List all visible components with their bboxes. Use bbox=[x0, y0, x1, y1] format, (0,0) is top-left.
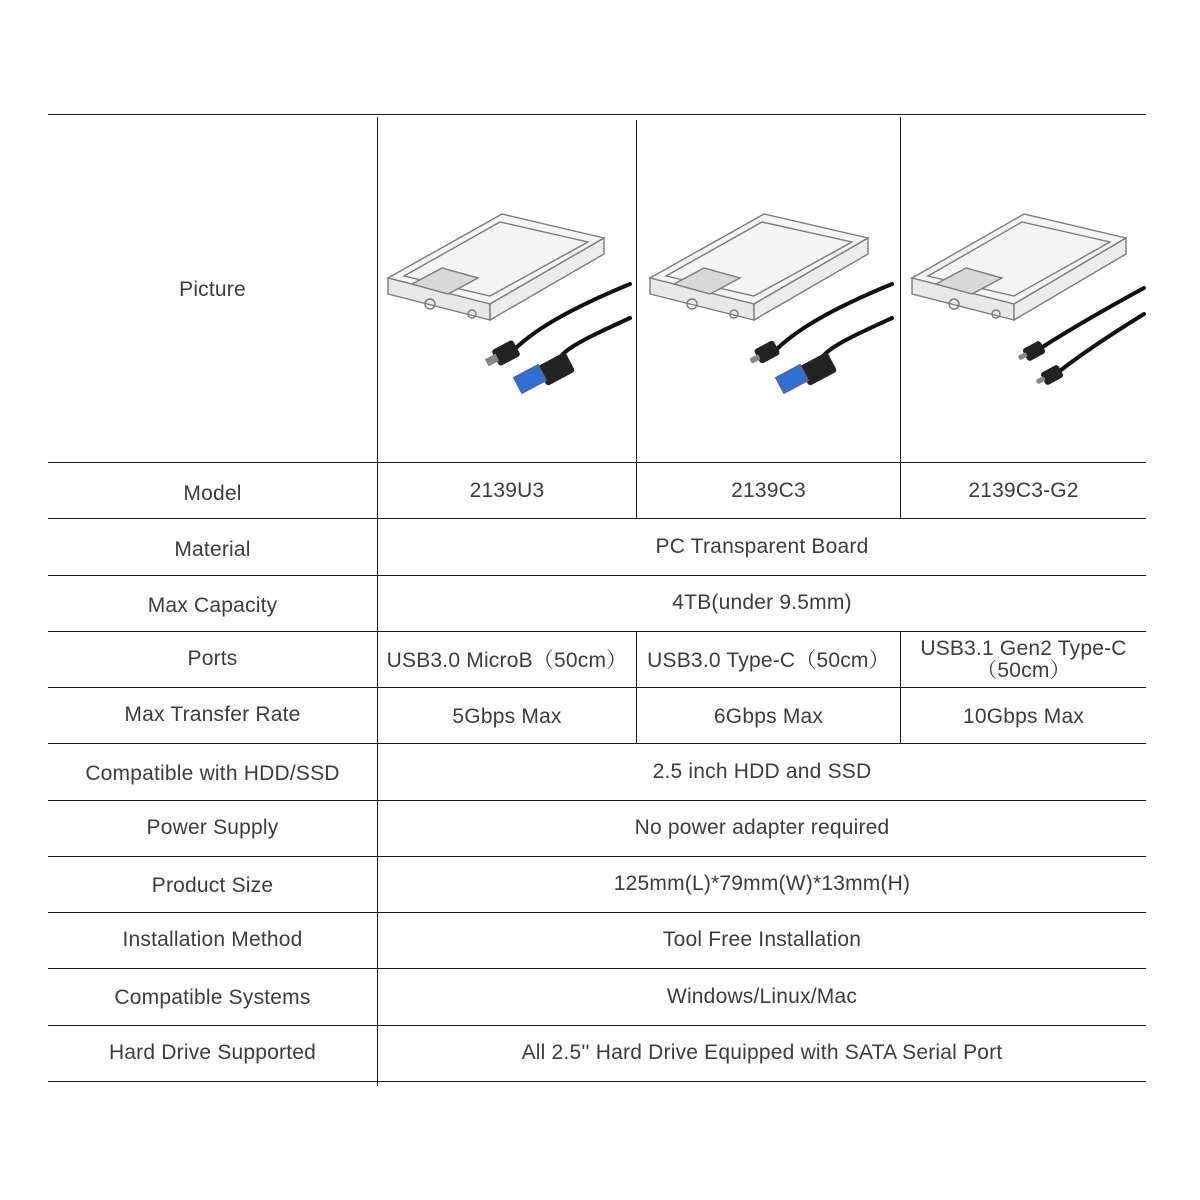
power-supply-value: No power adapter required bbox=[634, 815, 890, 839]
product-image-2139c3-g2 bbox=[906, 118, 1146, 462]
column-divider bbox=[636, 120, 637, 518]
max-capacity-label: Max Capacity bbox=[147, 593, 278, 617]
installation-method-value: Tool Free Installation bbox=[662, 927, 862, 951]
ports-2139c3-g2-line2: （50cm） bbox=[976, 659, 1071, 682]
compatible-systems-value: Windows/Linux/Mac bbox=[666, 984, 858, 1008]
hdd-enclosure-usb-typec-icon bbox=[642, 118, 894, 462]
model-label: Model bbox=[183, 481, 242, 505]
compatible-hdd-ssd-label: Compatible with HDD/SSD bbox=[85, 761, 340, 785]
ports-2139c3-g2 bbox=[901, 632, 1146, 688]
compatible-hdd-ssd-value: 2.5 inch HDD and SSD bbox=[652, 759, 872, 783]
ports-label: Ports bbox=[187, 646, 238, 670]
table-bottom-rule bbox=[48, 1081, 1146, 1082]
transfer-rate-2139c3-g2: 10Gbps Max bbox=[962, 704, 1085, 728]
installation-method-label: Installation Method bbox=[122, 927, 303, 951]
model-2139c3-g2: 2139C3-G2 bbox=[968, 478, 1079, 502]
material-value: PC Transparent Board bbox=[655, 534, 869, 558]
product-size-label: Product Size bbox=[151, 873, 274, 897]
ports-2139u3: USB3.0 MicroB（50cm） bbox=[386, 648, 628, 672]
max-transfer-rate-label: Max Transfer Rate bbox=[124, 702, 301, 726]
hard-drive-supported-label: Hard Drive Supported bbox=[108, 1040, 317, 1064]
model-2139u3: 2139U3 bbox=[469, 478, 545, 502]
product-image-2139u3 bbox=[382, 118, 632, 462]
hdd-enclosure-typec-typec-icon bbox=[906, 118, 1146, 462]
compatible-systems-label: Compatible Systems bbox=[114, 985, 311, 1009]
power-supply-label: Power Supply bbox=[146, 815, 279, 839]
product-size-value: 125mm(L)*79mm(W)*13mm(H) bbox=[613, 871, 911, 895]
picture-label: Picture bbox=[179, 277, 246, 301]
max-capacity-value: 4TB(under 9.5mm) bbox=[672, 590, 852, 614]
product-image-2139c3 bbox=[642, 118, 894, 462]
hard-drive-supported-value: All 2.5'' Hard Drive Equipped with SATA Serial Port bbox=[521, 1040, 1003, 1064]
transfer-rate-2139u3: 5Gbps Max bbox=[452, 704, 562, 728]
column-divider bbox=[900, 117, 901, 518]
ports-2139c3-g2-line1: USB3.1 Gen2 Type-C bbox=[920, 636, 1127, 660]
spec-table bbox=[48, 114, 1146, 1086]
hdd-enclosure-usb-microb-icon bbox=[382, 118, 632, 462]
model-2139c3: 2139C3 bbox=[731, 478, 806, 502]
material-label: Material bbox=[174, 537, 251, 561]
transfer-rate-2139c3: 6Gbps Max bbox=[713, 704, 824, 728]
ports-2139c3: USB3.0 Type-C（50cm） bbox=[647, 648, 890, 672]
